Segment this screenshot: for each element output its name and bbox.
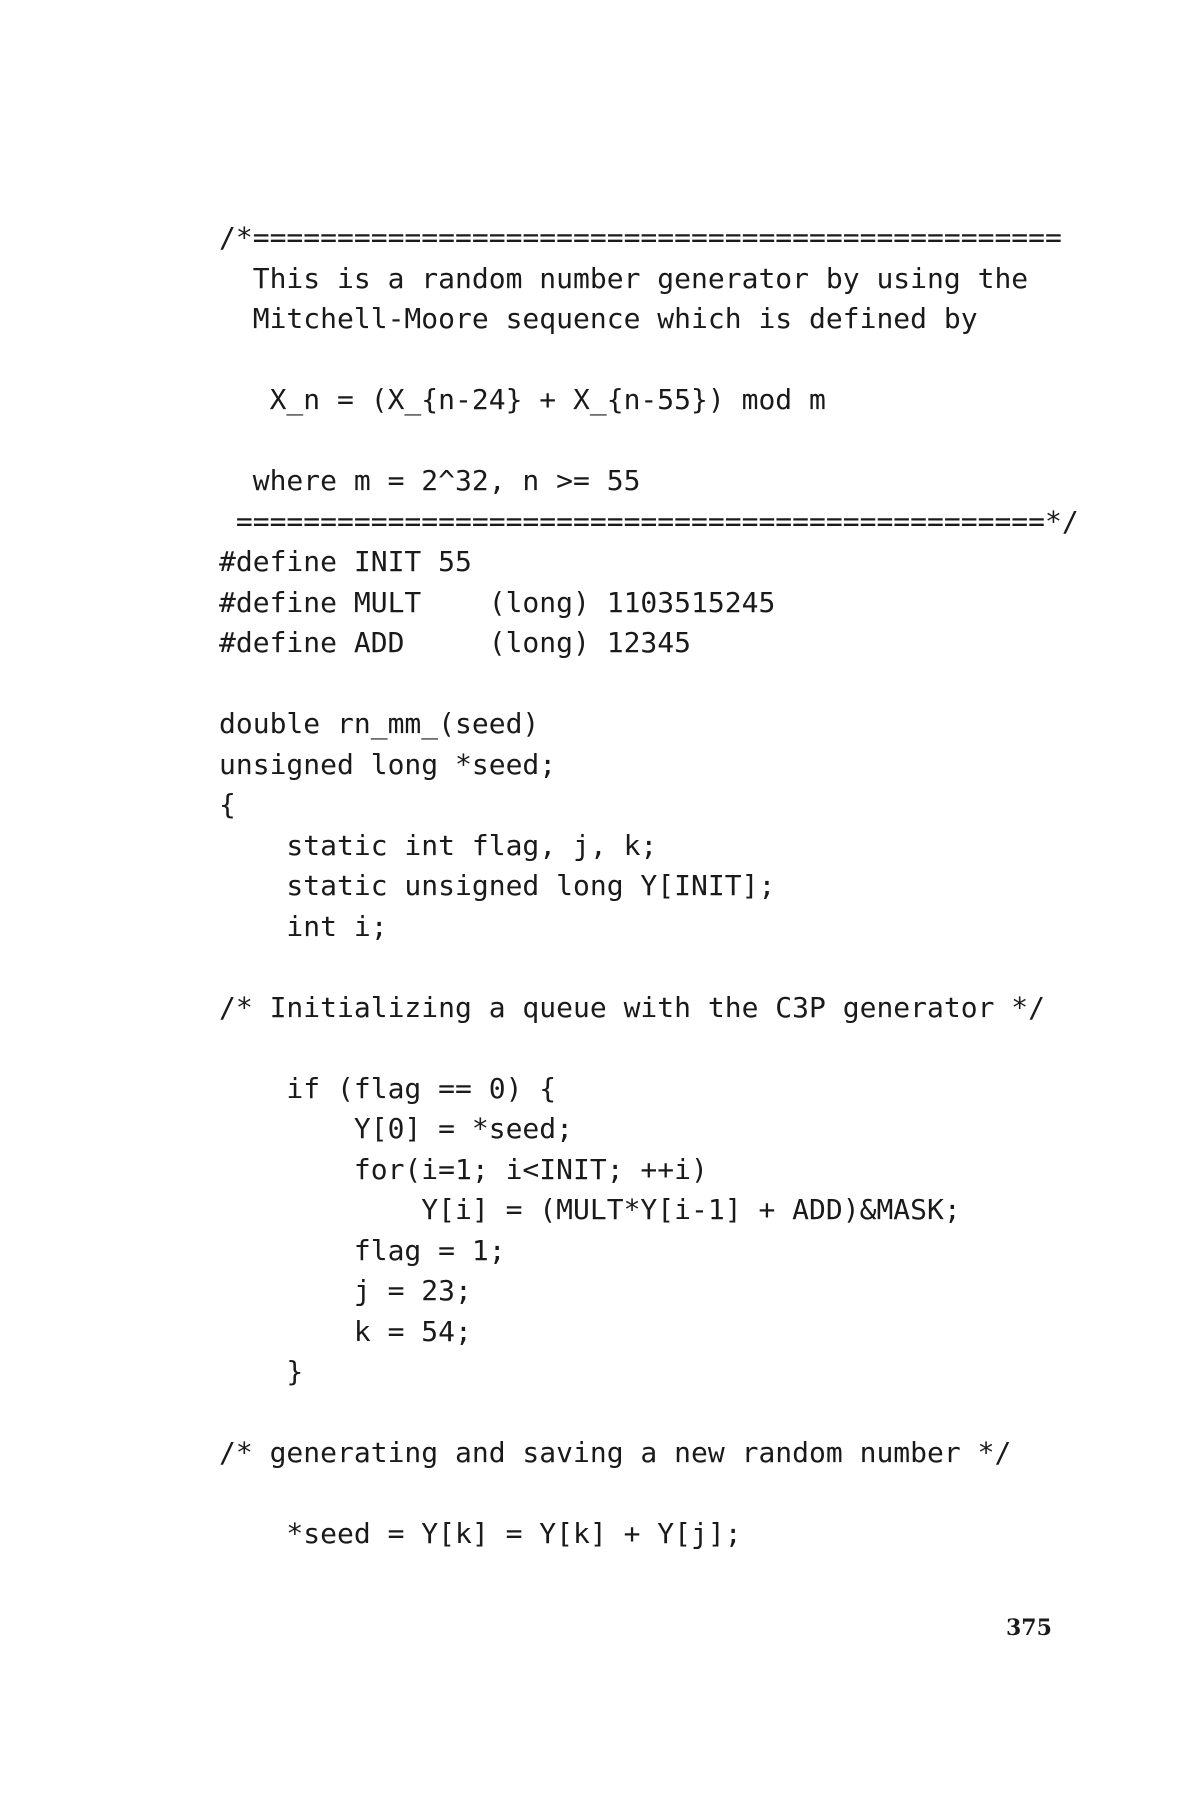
- code-statement: Y[0] = *seed;: [219, 1112, 574, 1145]
- blank-line: [219, 1028, 1079, 1069]
- comment-line: Mitchell-Moore sequence which is defined by: [219, 302, 978, 335]
- blank-line: [219, 664, 1079, 705]
- page-number: 375: [1006, 1615, 1052, 1641]
- function-signature: double rn_mm_(seed): [219, 707, 540, 740]
- define-init: #define INIT 55: [219, 545, 472, 578]
- comment-line: This is a random number generator by using the: [219, 261, 1029, 295]
- comment-header-close: ================================================*/: [219, 504, 1079, 538]
- parameter-declaration: unsigned long *seed;: [219, 747, 557, 781]
- close-brace: }: [219, 1355, 304, 1388]
- code-listing: [219, 218, 1079, 1555]
- section-comment: /* Initializing a queue with the C3P generator */: [219, 990, 1046, 1024]
- code-statement: j = 23;: [219, 1274, 472, 1307]
- comment-header-open: /*================================================: [219, 221, 1062, 254]
- code-statement: static int flag, j, k;: [219, 828, 658, 862]
- code-statement: for(i=1; i<INIT; ++i): [219, 1152, 708, 1186]
- blank-line: [219, 340, 1079, 381]
- code-statement: int i;: [219, 909, 388, 943]
- blank-line: [219, 1393, 1079, 1434]
- define-mult: #define MULT (long) 1103515245: [219, 585, 776, 619]
- formula-line: X_n = (X_{n-24} + X_{n-55}) mod m: [219, 383, 826, 416]
- code-statement: if (flag == 0) {: [219, 1071, 557, 1105]
- code-statement: *seed = Y[k] = Y[k] + Y[j];: [219, 1517, 742, 1550]
- blank-line: [219, 421, 1079, 462]
- code-statement: k = 54;: [219, 1314, 472, 1348]
- section-comment: /* generating and saving a new random number */: [219, 1436, 1012, 1469]
- blank-line: [219, 947, 1079, 988]
- code-statement: flag = 1;: [219, 1233, 506, 1267]
- define-add: #define ADD (long) 12345: [219, 626, 692, 659]
- open-brace: {: [219, 788, 236, 821]
- comment-line: where m = 2^32, n >= 55: [219, 464, 641, 497]
- code-statement: Y[i] = (MULT*Y[i-1] + ADD)&MASK;: [219, 1193, 961, 1226]
- blank-line: [219, 1474, 1079, 1515]
- code-statement: static unsigned long Y[INIT];: [219, 869, 776, 902]
